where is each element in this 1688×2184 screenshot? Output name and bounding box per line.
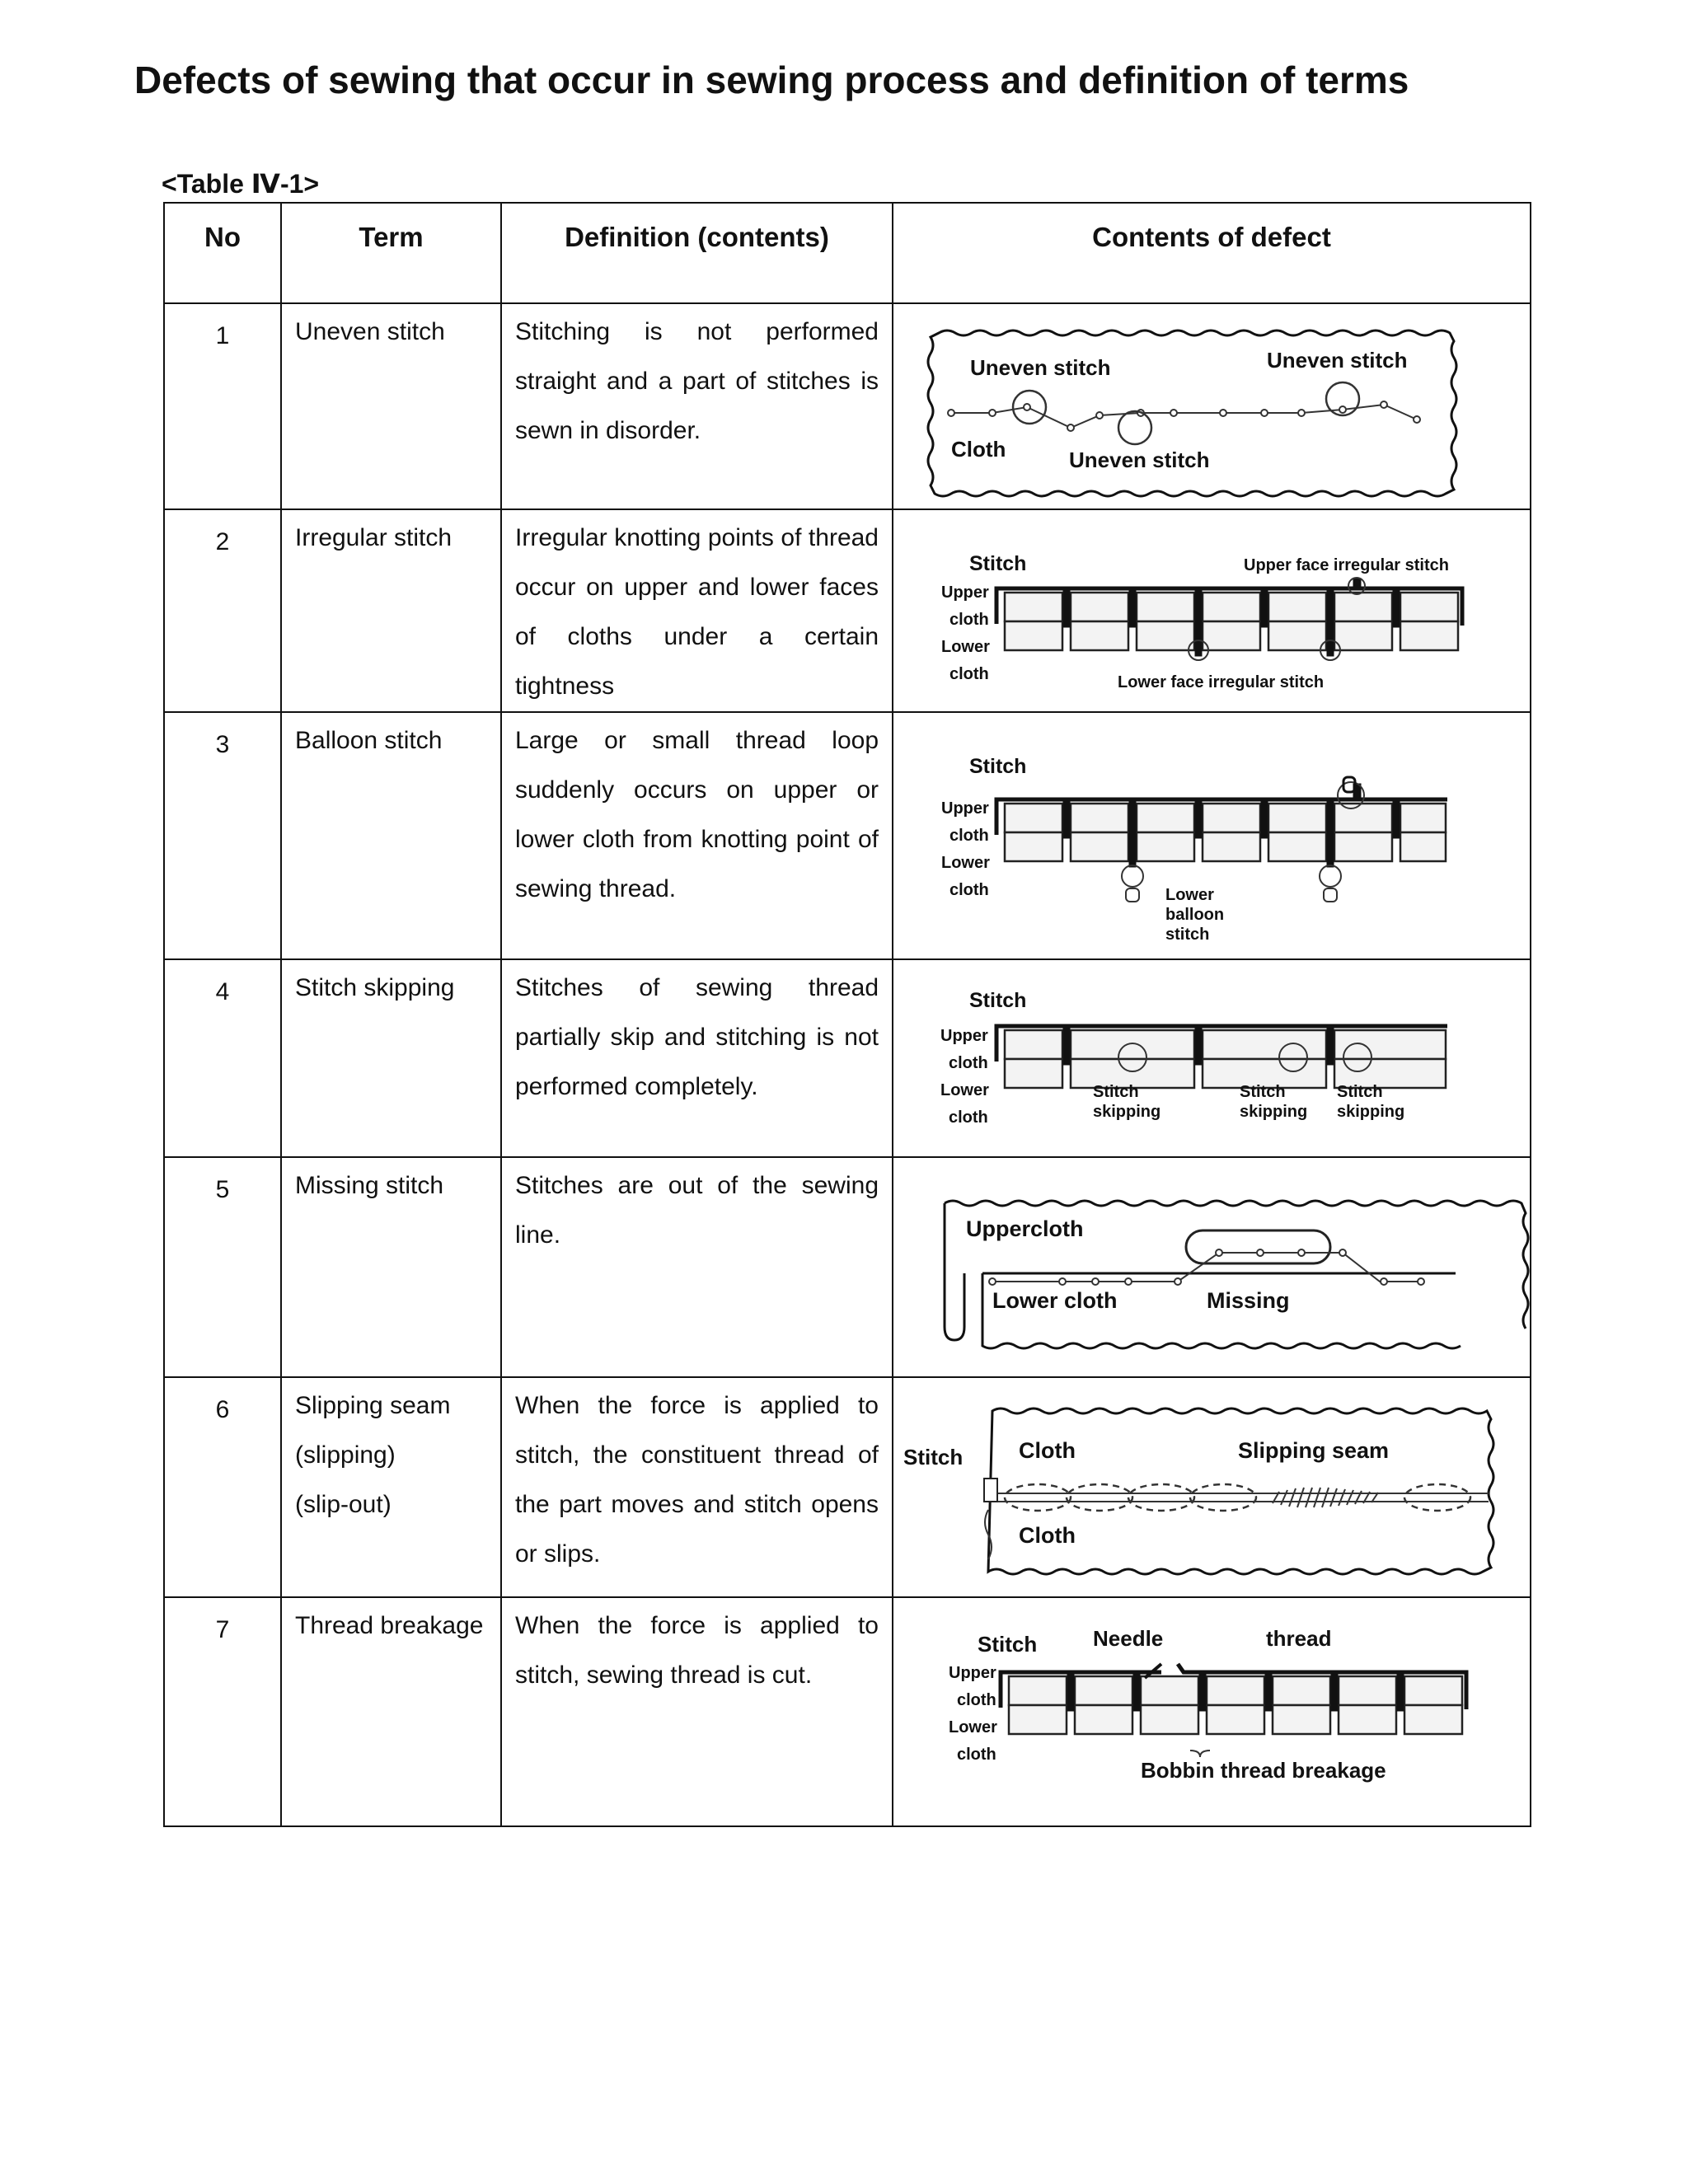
term-line: Irregular stitch [295, 524, 452, 551]
row-no: 6 [164, 1377, 281, 1597]
table-row [164, 959, 1531, 1157]
balloon-stitch-diagram [893, 713, 1531, 958]
figure-label: Needle [1093, 1626, 1164, 1651]
figure-label: Upper [941, 799, 989, 818]
missing-stitch-marker [1186, 1230, 1330, 1263]
missing-stitch-diagram [893, 1158, 1531, 1376]
header-no: No [164, 203, 281, 303]
row-term [281, 1597, 501, 1826]
figure-label: Stitch [969, 755, 1027, 778]
figure-label: Uneven stitch [1267, 348, 1408, 373]
figure-label: Stitch [978, 1632, 1038, 1657]
figure-label: cloth [950, 827, 989, 845]
table-row [164, 1597, 1531, 1826]
thread-breakage-diagram [893, 1598, 1531, 1825]
figure-label: stitch [1165, 926, 1210, 944]
figure-label: Stitch [1337, 1083, 1383, 1101]
table-header-row [164, 203, 1531, 303]
table-row [164, 509, 1531, 712]
figure-label: Cloth [1019, 1523, 1076, 1548]
term-line: (slip-out) [295, 1491, 392, 1518]
table-row [164, 303, 1531, 509]
row-term [281, 509, 501, 712]
figure-label: Stitch [1240, 1083, 1286, 1101]
figure-label: skipping [1240, 1103, 1308, 1121]
row-no: 7 [164, 1597, 281, 1826]
uneven-mark [1118, 411, 1151, 444]
row-term [281, 1157, 501, 1377]
figure-label: Cloth [1019, 1438, 1076, 1463]
table-caption: <Table Ⅳ-1> [162, 169, 320, 199]
stitch-line [951, 405, 1417, 428]
header-contents: Contents of defect [893, 203, 1531, 303]
row-definition: Stitches of sewing thread partially skip and stitching is not performed completely. [501, 959, 893, 1157]
uneven-stitch-diagram [893, 304, 1531, 509]
figure-label: cloth [957, 1691, 996, 1709]
row-no: 2 [164, 509, 281, 712]
figure-label: Uneven stitch [970, 355, 1111, 380]
figure-label: Stitch [1093, 1083, 1139, 1101]
term-line: Missing stitch [295, 1172, 444, 1199]
stitch-skipping-diagram [893, 960, 1531, 1156]
figure-label: Lower [941, 638, 990, 656]
figure-label: Stitch [969, 989, 1027, 1012]
term-line: Stitch skipping [295, 974, 455, 1001]
row-term [281, 303, 501, 509]
figure-label: balloon [1165, 906, 1225, 924]
stitch-marker [984, 1479, 997, 1502]
row-term [281, 1377, 501, 1597]
figure-label: Upper [940, 1027, 988, 1045]
row-definition: Stitching is not performed straight and a part of stitches is sewn in disorder. [501, 303, 893, 509]
row-no: 4 [164, 959, 281, 1157]
figure-label: Upper [941, 583, 989, 602]
figure-label: Missing [1207, 1288, 1290, 1313]
row-no: 3 [164, 712, 281, 959]
term-line: Balloon stitch [295, 727, 443, 754]
figure-label: Upper face irregular stitch [1244, 556, 1449, 574]
figure-stitch-skipping [893, 959, 1531, 1157]
figure-balloon-stitch [893, 712, 1531, 959]
row-definition: When the force is applied to stitch, sewing thread is cut. [501, 1597, 893, 1826]
figure-label: Slipping seam [1238, 1438, 1390, 1463]
figure-label: cloth [950, 665, 989, 683]
row-definition: Irregular knotting points of thread occur on upper and lower faces of cloths under a certain tightness [501, 509, 893, 712]
slipping-seam-diagram [893, 1378, 1531, 1596]
irregular-stitch-diagram [893, 510, 1531, 706]
figure-label: Uppercloth [966, 1216, 1084, 1241]
figure-irregular-stitch [893, 509, 1531, 712]
figure-label: Lower face irregular stitch [1118, 673, 1325, 691]
figure-label: cloth [950, 611, 989, 629]
figure-missing-stitch [893, 1157, 1531, 1377]
figure-label: Bobbin thread breakage [1141, 1758, 1386, 1783]
figure-label: Lower [949, 1718, 997, 1736]
row-term [281, 959, 501, 1157]
table-row [164, 1377, 1531, 1597]
figure-label: cloth [949, 1054, 988, 1072]
figure-label: Stitch [969, 552, 1027, 575]
figure-label: Lower cloth [992, 1288, 1118, 1313]
figure-label: Cloth [951, 437, 1006, 462]
table-row [164, 1157, 1531, 1377]
figure-label: Lower [1165, 886, 1214, 904]
figure-label: thread [1266, 1626, 1332, 1651]
row-definition: When the force is applied to stitch, the constituent thread of the part moves and stitch opens or slips. [501, 1377, 893, 1597]
row-no: 1 [164, 303, 281, 509]
row-no: 5 [164, 1157, 281, 1377]
figure-label: Lower [940, 1081, 989, 1099]
row-term [281, 712, 501, 959]
figure-label: skipping [1093, 1103, 1161, 1121]
cloth-outline [988, 1408, 1493, 1574]
figure-label: cloth [950, 881, 989, 899]
defects-table [163, 202, 1531, 1827]
table-row [164, 712, 1531, 959]
figure-label: Uneven stitch [1069, 448, 1210, 472]
page-title: Defects of sewing that occur in sewing process and definition of terms [134, 59, 1409, 101]
figure-label: Stitch [903, 1445, 964, 1469]
figure-label: cloth [957, 1746, 996, 1764]
term-line: Thread breakage [295, 1612, 484, 1639]
header-definition: Definition (contents) [501, 203, 893, 303]
row-definition: Large or small thread loop suddenly occurs on upper or lower cloth from knotting point of sewing thread. [501, 712, 893, 959]
figure-label: cloth [949, 1108, 988, 1127]
term-line: Slipping seam [295, 1392, 451, 1419]
figure-label: skipping [1337, 1103, 1405, 1121]
term-line: Uneven stitch [295, 318, 445, 345]
figure-thread-breakage [893, 1597, 1531, 1826]
figure-uneven-stitch [893, 303, 1531, 509]
header-term: Term [281, 203, 501, 303]
row-definition: Stitches are out of the sewing line. [501, 1157, 893, 1377]
term-line: (slipping) [295, 1441, 396, 1469]
figure-label: Upper [949, 1664, 996, 1682]
figure-slipping-seam [893, 1377, 1531, 1597]
figure-label: Lower [941, 854, 990, 872]
